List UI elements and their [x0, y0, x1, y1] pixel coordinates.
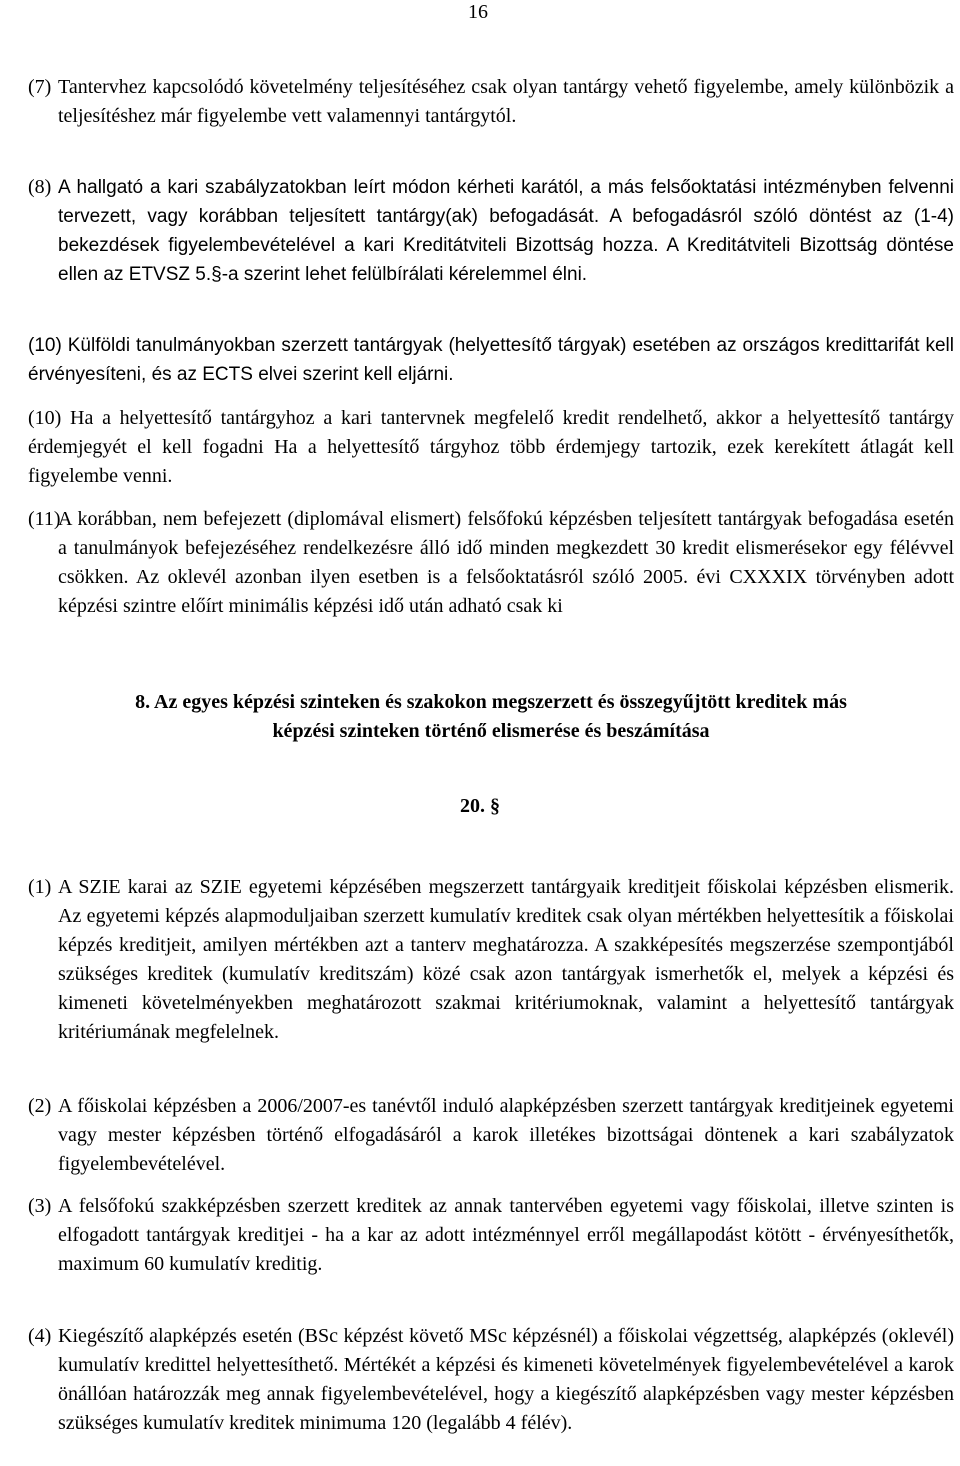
- paragraph-8: [28, 173, 954, 289]
- paragraph-number: (2): [28, 1095, 52, 1117]
- paragraph-number: (7): [28, 76, 52, 98]
- paragraph-number: (10): [28, 335, 62, 356]
- paragraph-text: Ha a helyettesítő tantárgyhoz a kari tantervnek megfelelő kredit rendelhető, akkor a helyettesítő tantárgy érdemjegyét el kell fogadni Ha a helyettesítő tárgyhoz több érdemjegy tartozik, ezek kerekített átlagát kell figyelembe venni.: [28, 407, 954, 487]
- paragraph-number: (8): [28, 176, 52, 198]
- paragraph-text: A főiskolai képzésben a 2006/2007-es tanévtől induló alapképzésben szerzett tantárgyak kreditjeinek egyetemi vagy mester képzésben történő elfogadásáról a karok illetékes bizottságai döntenek a kari szabályzatok figyelembevételével.: [58, 1095, 954, 1175]
- paragraph-10-foreign: [28, 331, 954, 389]
- paragraph-text: Tantervhez kapcsolódó követelmény teljesítéséhez csak olyan tantárgy vehető figyelembe, amely különbözik a teljesítéshez már figyelembe vett valamennyi tantárgytól.: [58, 76, 954, 127]
- paragraph-number: (11): [28, 508, 61, 530]
- paragraph-10-substitute: [28, 404, 954, 491]
- paragraph-text: Kiegészítő alapképzés esetén (BSc képzést követő MSc képzésnél) a főiskolai végzettség, alapképzés (oklevél) kumulatív kredittel helyettesíthető. Mértékét a képzési és kimeneti követelmények figyelembevételével a karok önállóan határozzák meg annak figyelembevételével, hogy a kiegészítő alapképzésben vagy mester képzésben szükséges kumulatív kreditek minimuma 120 (legalább 4 félév).: [58, 1325, 954, 1434]
- page-number: 16: [468, 1, 488, 23]
- paragraph-text: Külföldi tanulmányokban szerzett tantárgyak (helyettesítő tárgyak) esetében az országos kredittarifát kell érvényesíteni, és az ECTS elvei szerint kell eljárni.: [28, 335, 955, 385]
- paragraph-number: (10): [28, 407, 62, 429]
- paragraph-7: [28, 73, 954, 131]
- paragraph-number: (1): [28, 876, 52, 898]
- paragraph-number: (3): [28, 1195, 52, 1217]
- section-heading: [28, 688, 954, 746]
- paragraph-text: A SZIE karai az SZIE egyetemi képzésében megszerzett tantárgyaik kreditjeit főiskolai képzésben elismerik. Az egyetemi képzés alapmoduljaiban szerzett kumulatív kreditek csak olyan mértékben helyettesítik a főiskolai képzés kreditjeit, amilyen mértékben azt a tanterv meghatározza. A szakképesítés megszerzése szempontjából szükséges kreditek (kumulatív kreditszám) közé csak azon tantárgyak ismerhetők el, melyek a képzési és kimeneti követelményekben meghatározott szakmai kritériumoknak, valamint a helyettesítő tantárgyak kritériumának megfelelnek.: [58, 876, 954, 1043]
- paragraph-11: [28, 505, 954, 621]
- paragraph-1: [28, 873, 954, 1047]
- section-heading-line: 8. Az egyes képzési szinteken és szakokon megszerzett és összegyűjtött kreditek más: [135, 691, 847, 713]
- section-heading-line: képzési szinteken történő elismerése és beszámítása: [272, 720, 710, 742]
- paragraph-text: A hallgató a kari szabályzatokban leírt módon kérheti karától, a más felsőoktatási intézményben felvenni tervezett, vagy korábban teljesített tantárgy(ak) befogadását. A befogadásról szóló döntést az (1-4) bekezdések figyelembevételével a kari Kreditátviteli Bizottság hozza. A Kreditátviteli Bizottság döntése ellen az ETVSZ 5.§-a szerint lehet felülbírálati kérelemmel élni.: [58, 177, 954, 285]
- paragraph-text: A felsőfokú szakképzésben szerzett kreditek az annak tantervében egyetemi vagy főiskolai, illetve szinten is elfogadott tantárgyak kreditjei - ha a kar az adott intézménnyel erről megállapodást kötött - érvényesíthetők, maximum 60 kumulatív kreditig.: [58, 1195, 954, 1275]
- paragraph-3: [28, 1192, 954, 1279]
- paragraph-text: A korábban, nem befejezett (diplomával elismert) felsőfokú képzésben teljesített tantárgyak befogadása esetén a tanulmányok befejezéséhez rendelkezésre álló idő minden megkezdett 30 kredit elismerésekor egy félévvel csökken. Az oklevél azonban ilyen esetben is a felsőoktatásról szóló 2005. évi CXXXIX törvényben adott képzési szintre előírt minimális képzési idő után adható csak ki: [58, 508, 954, 617]
- paragraph-number: (4): [28, 1325, 52, 1347]
- paragraph-2: [28, 1092, 954, 1179]
- paragraph-4: [28, 1322, 954, 1438]
- section-number: 20. §: [460, 795, 500, 817]
